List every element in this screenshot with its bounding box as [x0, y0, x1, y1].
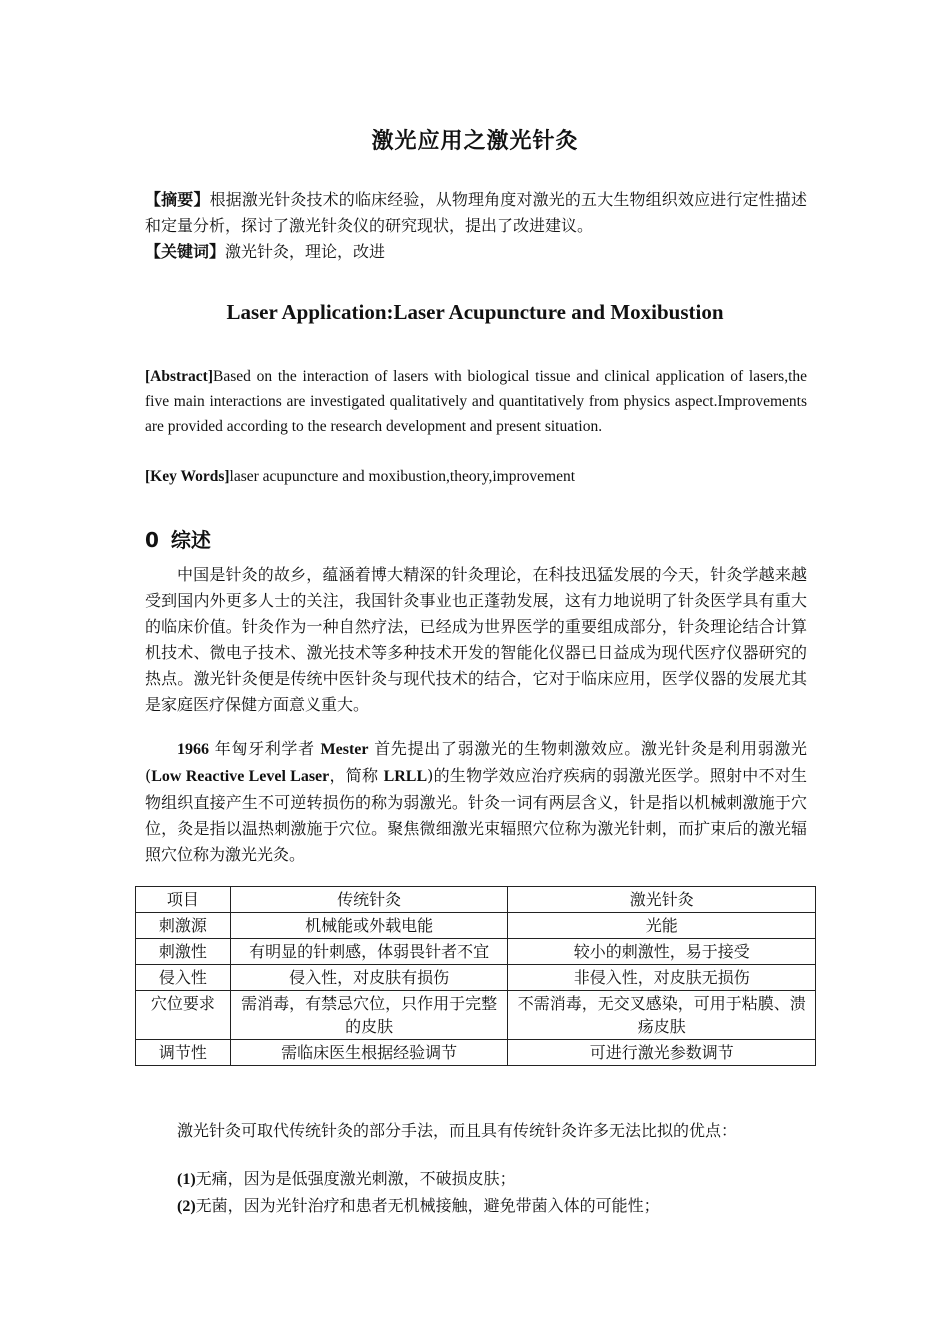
section-title: 综述	[170, 528, 211, 552]
table-cell: 调节性	[136, 1040, 231, 1066]
table-cell: 非侵入性，对皮肤无损伤	[508, 965, 816, 991]
table-header-cell: 激光针灸	[508, 887, 816, 913]
paragraph-2-part-a: 年匈牙利学者	[209, 739, 321, 758]
list-item	[145, 1193, 807, 1220]
lrll-abbr: LRLL	[383, 768, 428, 785]
paragraph-3: 激光针灸可取代传统针灸的部分手法，而且具有传统针灸许多无法比拟的优点：	[177, 1121, 738, 1140]
abstract-en-text: Based on the interaction of lasers with biological tissue and clinical application of lasers,the five main interactions are investigated qualitatively and quantitatively from physics aspect.Improvements are provided according to the research development and present situation.	[145, 368, 807, 435]
keywords-cn-label: 【关键词】	[145, 242, 226, 261]
lrll-full-name: Low Reactive Level Laser	[151, 768, 330, 785]
table-row	[136, 991, 816, 1040]
table-cell: 刺激性	[136, 939, 231, 965]
list-item-number: (1)	[177, 1171, 196, 1188]
title-chinese: 激光应用之激光针灸	[371, 129, 579, 154]
abstract-en-label: [Abstract]	[145, 368, 214, 385]
table-header-row	[136, 887, 816, 913]
list-item-number: (2)	[177, 1198, 196, 1215]
table-cell: 较小的刺激性，易于接受	[508, 939, 816, 965]
table-cell: 光能	[508, 913, 816, 939]
table-header-cell: 传统针灸	[230, 887, 508, 913]
paragraph-2-part-c: ，简称	[329, 766, 384, 785]
keywords-en-label: [Key Words]	[145, 468, 230, 485]
abstract-chinese	[145, 187, 807, 239]
paragraph-history	[145, 736, 807, 868]
table-row	[136, 913, 816, 939]
keywords-english	[145, 464, 807, 489]
list-item-text: 无痛，因为是低强度激光刺激，不破损皮肤；	[195, 1169, 516, 1188]
table-cell: 刺激源	[136, 913, 231, 939]
abstract-cn-label: 【摘要】	[145, 190, 210, 209]
table-cell: 需临床医生根据经验调节	[230, 1040, 508, 1066]
table-row	[136, 1040, 816, 1066]
paragraph-1: 中国是针灸的故乡，蕴涵着博大精深的针灸理论，在科技迅猛发展的今天，针灸学越来越受到国内外更多人士的关注，我国针灸事业也正蓬勃发展，这有力地说明了针灸医学具有重大的临床价值。针灸作为一种自然疗法，已经成为世界医学的重要组成部分，针灸理论结合计算机技术、微电子技术、激光技术等多种技术开发的智能化仪器已日益成为现代医疗仪器研究的热点。激光针灸便是传统中医针灸与现代技术的结合，它对于临床应用，医学仪器的发展尤其是家庭医疗保健方面意义重大。	[145, 565, 807, 714]
table-cell: 需消毒，有禁忌穴位，只作用于完整的皮肤	[230, 991, 508, 1040]
table-cell: 侵入性，对皮肤有损伤	[230, 965, 508, 991]
title-english: Laser Application:Laser Acupuncture and Moxibustion	[226, 300, 724, 324]
paragraph-advantages-intro	[145, 1118, 807, 1144]
paragraph-intro	[145, 562, 807, 718]
list-item-text: 无菌，因为光针治疗和患者无机械接触，避免带菌入体的可能性；	[195, 1196, 660, 1215]
year: 1966	[177, 741, 209, 758]
table-row	[136, 965, 816, 991]
table-cell: 机械能或外载电能	[230, 913, 508, 939]
scientist-name: Mester	[320, 741, 369, 758]
comparison-table	[135, 886, 816, 1066]
paragraph-2	[145, 736, 807, 868]
list-item	[145, 1166, 807, 1193]
table-row	[136, 939, 816, 965]
paragraph-2-part-b: 首先提出了弱激光的生物刺激效应。激光针灸是利用弱激光(	[145, 739, 807, 785]
table-cell: 不需消毒，无交叉感染，可用于粘膜、溃疡皮肤	[508, 991, 816, 1040]
abstract-cn-text: 根据激光针灸技术的临床经验，从物理角度对激光的五大生物组织效应进行定性描述和定量分析，探讨了激光针灸仪的研究现状，提出了改进建议。	[145, 190, 807, 235]
table-header-cell: 项目	[136, 887, 231, 913]
keywords-chinese	[145, 239, 807, 265]
table-cell: 侵入性	[136, 965, 231, 991]
keywords-cn-text: 激光针灸，理论，改进	[225, 242, 386, 261]
section-number: 0	[145, 528, 159, 552]
abstract-english	[145, 364, 807, 439]
paragraph-2-part-d: )的生物学效应治疗疾病的弱激光医学。照射中不对生物组织直接产生不可逆转损伤的称为弱激光。针灸一词有两层含义，针是指以机械刺激施于穴位，灸是指以温热刺激施于穴位。聚焦微细激光束辐照穴位称为激光针刺，而扩束后的激光辐照穴位称为激光光灸。	[145, 766, 807, 864]
keywords-en-text: laser acupuncture and moxibustion,theory,improvement	[229, 468, 576, 485]
table-cell: 有明显的针刺感，体弱畏针者不宜	[230, 939, 508, 965]
advantages-list	[145, 1166, 807, 1220]
table-cell: 可进行激光参数调节	[508, 1040, 816, 1066]
table-cell: 穴位要求	[136, 991, 231, 1040]
section-heading	[145, 524, 223, 553]
